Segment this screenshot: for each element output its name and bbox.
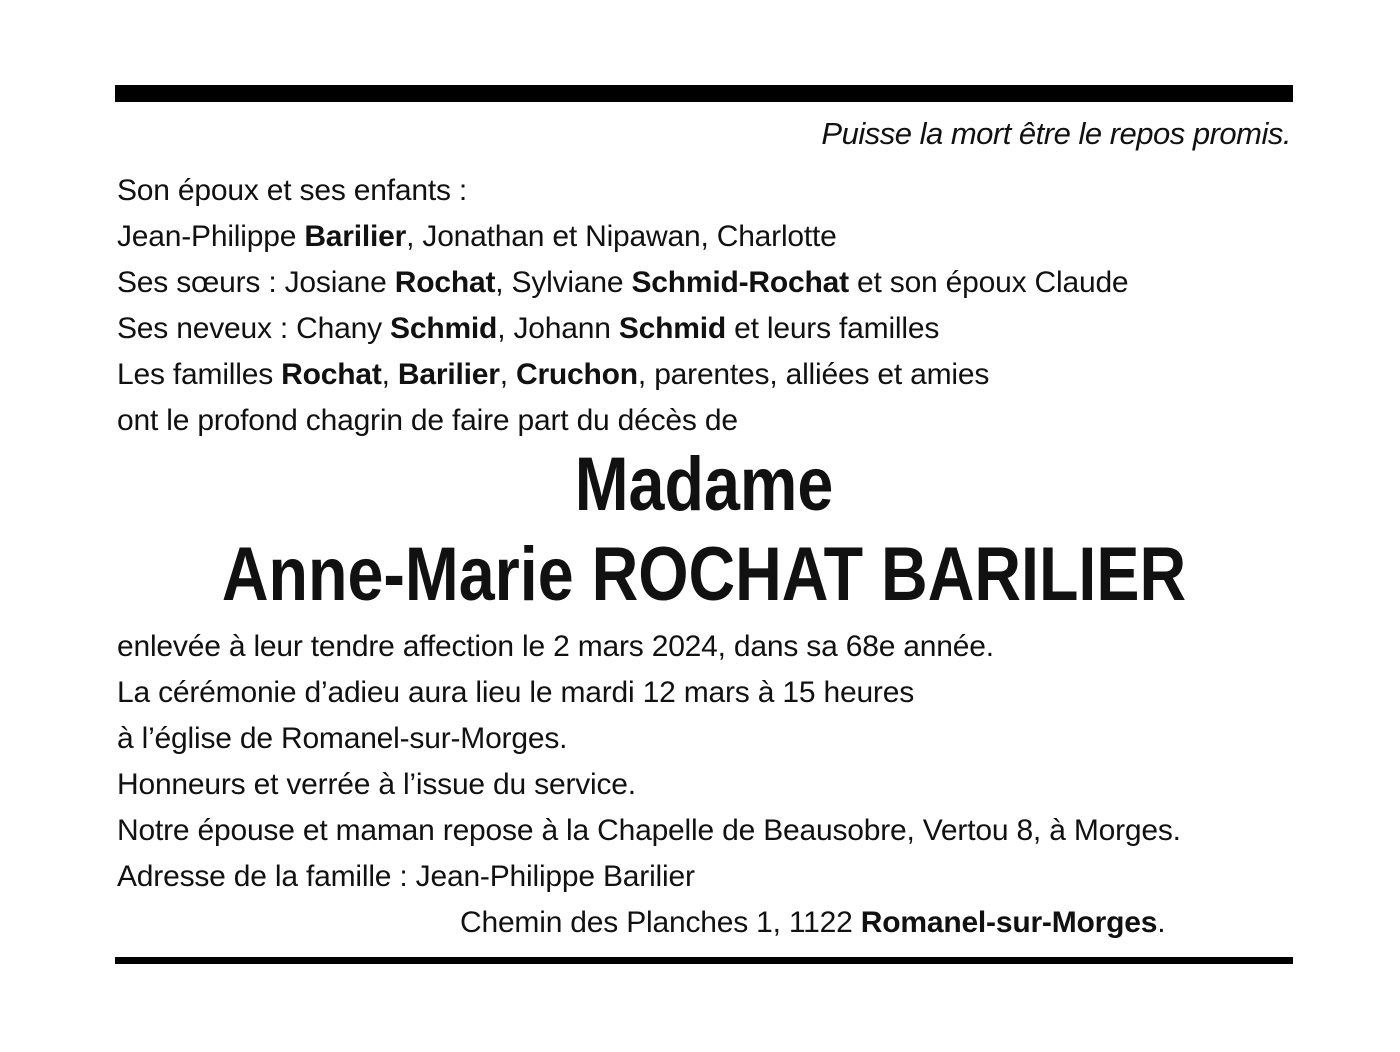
family-name: Rochat xyxy=(281,358,382,391)
text-line xyxy=(117,624,1297,670)
text-line xyxy=(117,168,1297,214)
text-segment: , Jonathan et Nipawan, Charlotte xyxy=(406,220,837,253)
text-segment: Les familles xyxy=(117,358,282,391)
text-line xyxy=(117,900,1297,946)
family-name: Rochat xyxy=(394,266,496,299)
text-segment: et leurs familles xyxy=(725,312,940,345)
text-segment: Adresse de la famille : Jean-Philippe Barilier xyxy=(117,860,695,893)
deceased-title: Madame xyxy=(574,442,834,527)
family-name: Barilier xyxy=(304,220,407,253)
deceased-name: Anne-Marie ROCHAT BARILIER xyxy=(221,532,1187,617)
text-segment: et son époux Claude xyxy=(848,266,1129,299)
text-segment: . xyxy=(1157,906,1166,939)
details-block xyxy=(117,624,1297,946)
family-name: Schmid xyxy=(390,312,498,345)
text-segment: Honneurs et verrée à l’issue du service. xyxy=(117,768,636,801)
text-segment: , Sylviane xyxy=(495,266,632,299)
top-divider-bar xyxy=(115,85,1293,102)
text-segment: La cérémonie d’adieu aura lieu le mardi 12 mars à 15 heures xyxy=(117,676,914,709)
text-line xyxy=(117,808,1297,854)
text-segment: Jean-Philippe xyxy=(117,220,305,253)
text-line xyxy=(117,352,1297,398)
text-segment: enlevée à leur tendre affection le 2 mars 2024, dans sa 68e année. xyxy=(117,630,994,663)
family-name: Romanel-sur-Morges xyxy=(860,906,1158,939)
text-segment: Son époux et ses enfants : xyxy=(117,174,468,207)
family-name: Cruchon xyxy=(515,358,638,391)
text-segment: , parentes, alliées et amies xyxy=(637,358,990,391)
text-line xyxy=(117,260,1297,306)
text-segment: ont le profond chagrin de faire part du décès de xyxy=(117,404,738,437)
text-segment: Notre épouse et maman repose à la Chapelle de Beausobre, Vertou 8, à Morges. xyxy=(117,814,1181,847)
text-segment: Ses neveux : Chany xyxy=(117,312,391,345)
text-line xyxy=(117,762,1297,808)
text-line xyxy=(117,854,1297,900)
text-line xyxy=(117,214,1297,260)
text-line xyxy=(117,398,1297,444)
bottom-divider-rule xyxy=(115,957,1293,964)
family-name: Schmid-Rochat xyxy=(631,266,849,299)
text-segment: , Johann xyxy=(497,312,619,345)
family-name: Schmid xyxy=(618,312,726,345)
intro-block xyxy=(117,168,1297,444)
epitaph: Puisse la mort être le repos promis. xyxy=(821,116,1291,151)
text-segment: , xyxy=(381,358,398,391)
text-segment: , xyxy=(499,358,516,391)
text-segment: Ses sœurs : Josiane xyxy=(117,266,395,299)
text-line xyxy=(117,716,1297,762)
text-segment: Chemin des Planches 1, 1122 xyxy=(460,906,861,939)
text-line xyxy=(117,306,1297,352)
title-block xyxy=(115,440,1293,620)
family-name: Barilier xyxy=(397,358,500,391)
text-line xyxy=(117,670,1297,716)
text-segment: à l’église de Romanel-sur-Morges. xyxy=(117,722,568,755)
